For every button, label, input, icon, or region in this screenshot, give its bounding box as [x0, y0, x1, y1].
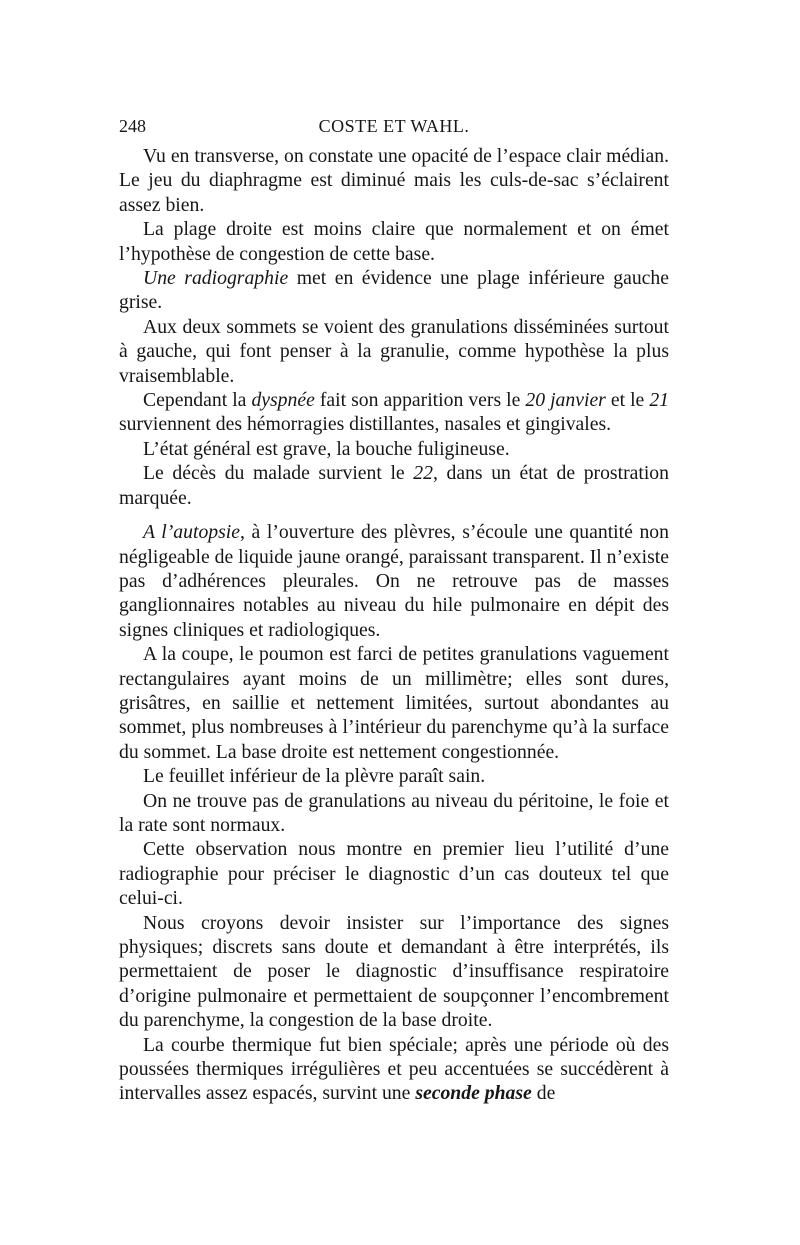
paragraph: La plage droite est moins claire que normalement et on émet l’hypothèse de congestion de cette base.	[119, 218, 669, 265]
italic-date: 21	[649, 389, 669, 412]
page-number: 248	[119, 116, 146, 136]
paragraph: Aux deux sommets se voient des granulations disséminées surtout à gauche, qui font penser à la granulie, comme hypothèse la plus vraisemblable.	[119, 315, 669, 387]
italic-phrase: A l’autopsie	[143, 521, 241, 544]
book-page	[119, 114, 669, 1106]
italic-date: 20 janvier	[525, 389, 606, 412]
paragraph: A la coupe, le poumon est farci de petites granulations vaguement rectangulaires ayant moins de un millimètre; elles sont dures, grisâtres, en saillie et nettement limitées, surtout abondantes au sommet, plus nombreuses à l’intérieur du parenchyme qu’à la surface du sommet. La base droite est nettement congestionnée.	[119, 643, 669, 763]
paragraph: A l’autopsie, à l’ouverture des plèvres, s’écoule une quantité non négligeable de liquide jaune orangé, paraissant transparent. Il n’existe pas d’adhérences pleurales. On ne retrouve pas de masses ganglionnaires notables au niveau du hile pulmonaire en dépit des signes cliniques et radiologiques.	[119, 521, 669, 641]
paragraph: Une radiographie met en évidence une plage inférieure gauche grise.	[119, 267, 669, 314]
italic-phrase: dyspnée	[251, 389, 315, 412]
paragraph: Nous croyons devoir insister sur l’importance des signes physiques; discrets sans doute et demandant à être interprétés, ils permettaient de poser le diagnostic d’insuffisance respiratoire d’origine pulmonaire et permettaient de soupçonner l’encombrement du parenchyme, la congestion de la base droite.	[119, 911, 669, 1032]
paragraph: On ne trouve pas de granulations au niveau du péritoine, le foie et la rate sont normaux.	[119, 789, 669, 836]
paragraph: Cependant la dyspnée fait son apparition vers le 20 janvier et le 21 surviennent des hémorragies distillantes, nasales et gingivales.	[119, 389, 669, 436]
paragraph: L’état général est grave, la bouche fuligineuse.	[143, 437, 510, 460]
italic-phrase: Une radiographie	[143, 267, 289, 290]
paragraph: Le décès du malade survient le 22, dans un état de prostration marquée.	[119, 462, 669, 509]
running-head: COSTE ET WAHL.	[318, 116, 470, 136]
paragraph: La courbe thermique fut bien spéciale; après une période où des poussées thermiques irrégulières et peu accentuées se succédèrent à intervalles assez espacés, survint une seconde phase de	[119, 1033, 669, 1105]
paragraph: Cette observation nous montre en premier lieu l’utilité d’une radiographie pour préciser le diagnostic d’un cas douteux tel que celui-ci.	[119, 838, 669, 910]
body-text	[119, 144, 669, 1106]
italic-date: 22	[413, 462, 433, 485]
page-header	[119, 114, 669, 144]
paragraph: Le feuillet inférieur de la plèvre paraît sain.	[143, 765, 486, 788]
paragraph: Vu en transverse, on constate une opacité de l’espace clair médian. Le jeu du diaphragme est diminué mais les culs-de-sac s’éclairent assez bien.	[119, 145, 669, 216]
italic-phrase: seconde phase	[415, 1082, 532, 1105]
